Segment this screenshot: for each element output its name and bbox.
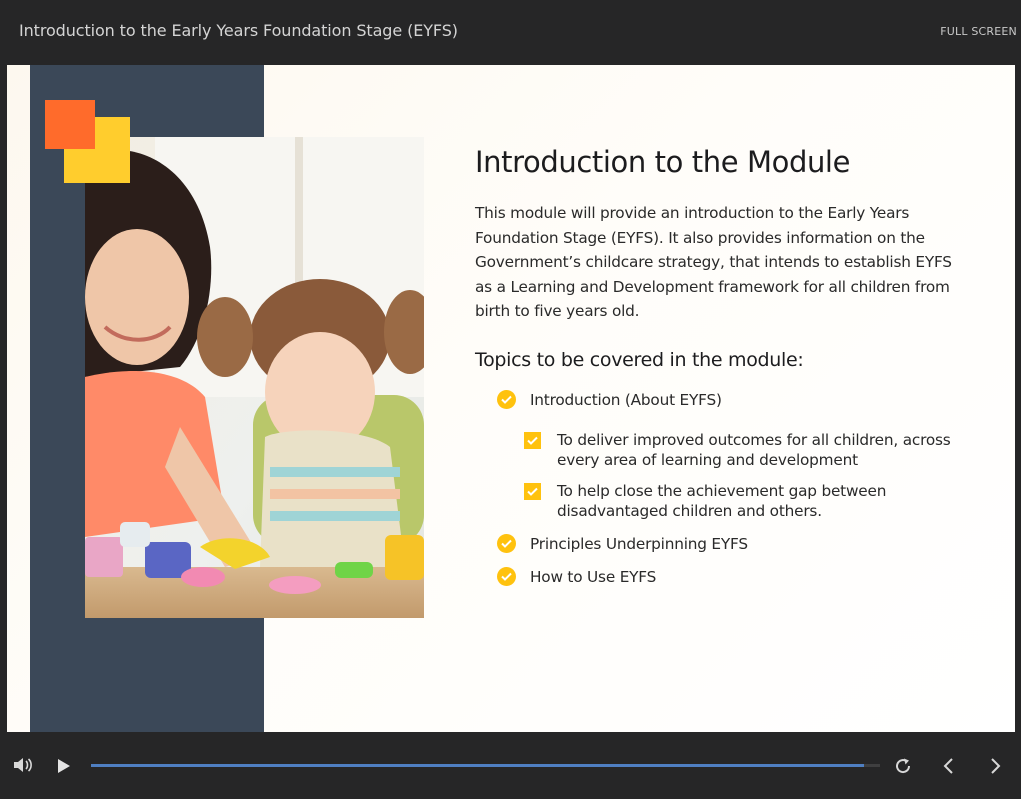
- intro-paragraph: [475, 201, 975, 324]
- topic-label: Principles Underpinning EYFS: [530, 534, 748, 553]
- check-box-icon: [524, 483, 541, 500]
- topics-heading: Topics to be covered in the module:: [475, 349, 804, 371]
- progress-bar[interactable]: [91, 764, 880, 767]
- check-box-icon: [524, 432, 541, 449]
- subtopic-text: [557, 431, 951, 470]
- subtopic-item: [524, 482, 886, 521]
- topic-label: Introduction (About EYFS): [530, 390, 722, 409]
- orange-accent-square: [45, 100, 95, 149]
- top-bar: [0, 0, 1021, 65]
- topic-item: [497, 390, 722, 409]
- slide-photo: [85, 137, 424, 618]
- check-circle-icon: [497, 534, 516, 553]
- fullscreen-button[interactable]: FULL SCREEN: [940, 25, 1017, 38]
- topic-item: [497, 567, 656, 586]
- previous-icon[interactable]: [942, 758, 954, 779]
- subtopic-line: every area of learning and development: [557, 450, 858, 469]
- next-icon[interactable]: [990, 758, 1002, 779]
- play-icon[interactable]: [57, 758, 71, 779]
- volume-icon[interactable]: [13, 756, 33, 779]
- check-circle-icon: [497, 567, 516, 586]
- subtopic-line: disadvantaged children and others.: [557, 501, 822, 520]
- subtopic-line: To deliver improved outcomes for all children, across: [557, 431, 951, 449]
- player-controls: [0, 732, 1021, 799]
- subtopic-line: To help close the achievement gap between: [557, 482, 887, 500]
- course-title: Introduction to the Early Years Foundation Stage (EYFS): [19, 21, 458, 40]
- topic-item: [497, 534, 748, 553]
- progress-fill: [91, 764, 864, 767]
- intro-line: birth to five years old.: [475, 302, 640, 320]
- subtopic-item: [524, 431, 951, 470]
- slide-heading: Introduction to the Module: [475, 145, 851, 179]
- intro-line: Government’s childcare strategy, that intends to establish EYFS: [475, 253, 952, 271]
- check-circle-icon: [497, 390, 516, 409]
- subtopic-text: [557, 482, 886, 521]
- intro-line: Foundation Stage (EYFS). It also provides information on the: [475, 228, 925, 247]
- intro-line: This module will provide an introduction to the Early Years: [475, 204, 910, 222]
- slide-canvas: [7, 65, 1015, 732]
- topic-label: How to Use EYFS: [530, 567, 657, 586]
- intro-line: as a Learning and Development framework for all children from: [475, 277, 950, 296]
- replay-icon[interactable]: [894, 757, 912, 780]
